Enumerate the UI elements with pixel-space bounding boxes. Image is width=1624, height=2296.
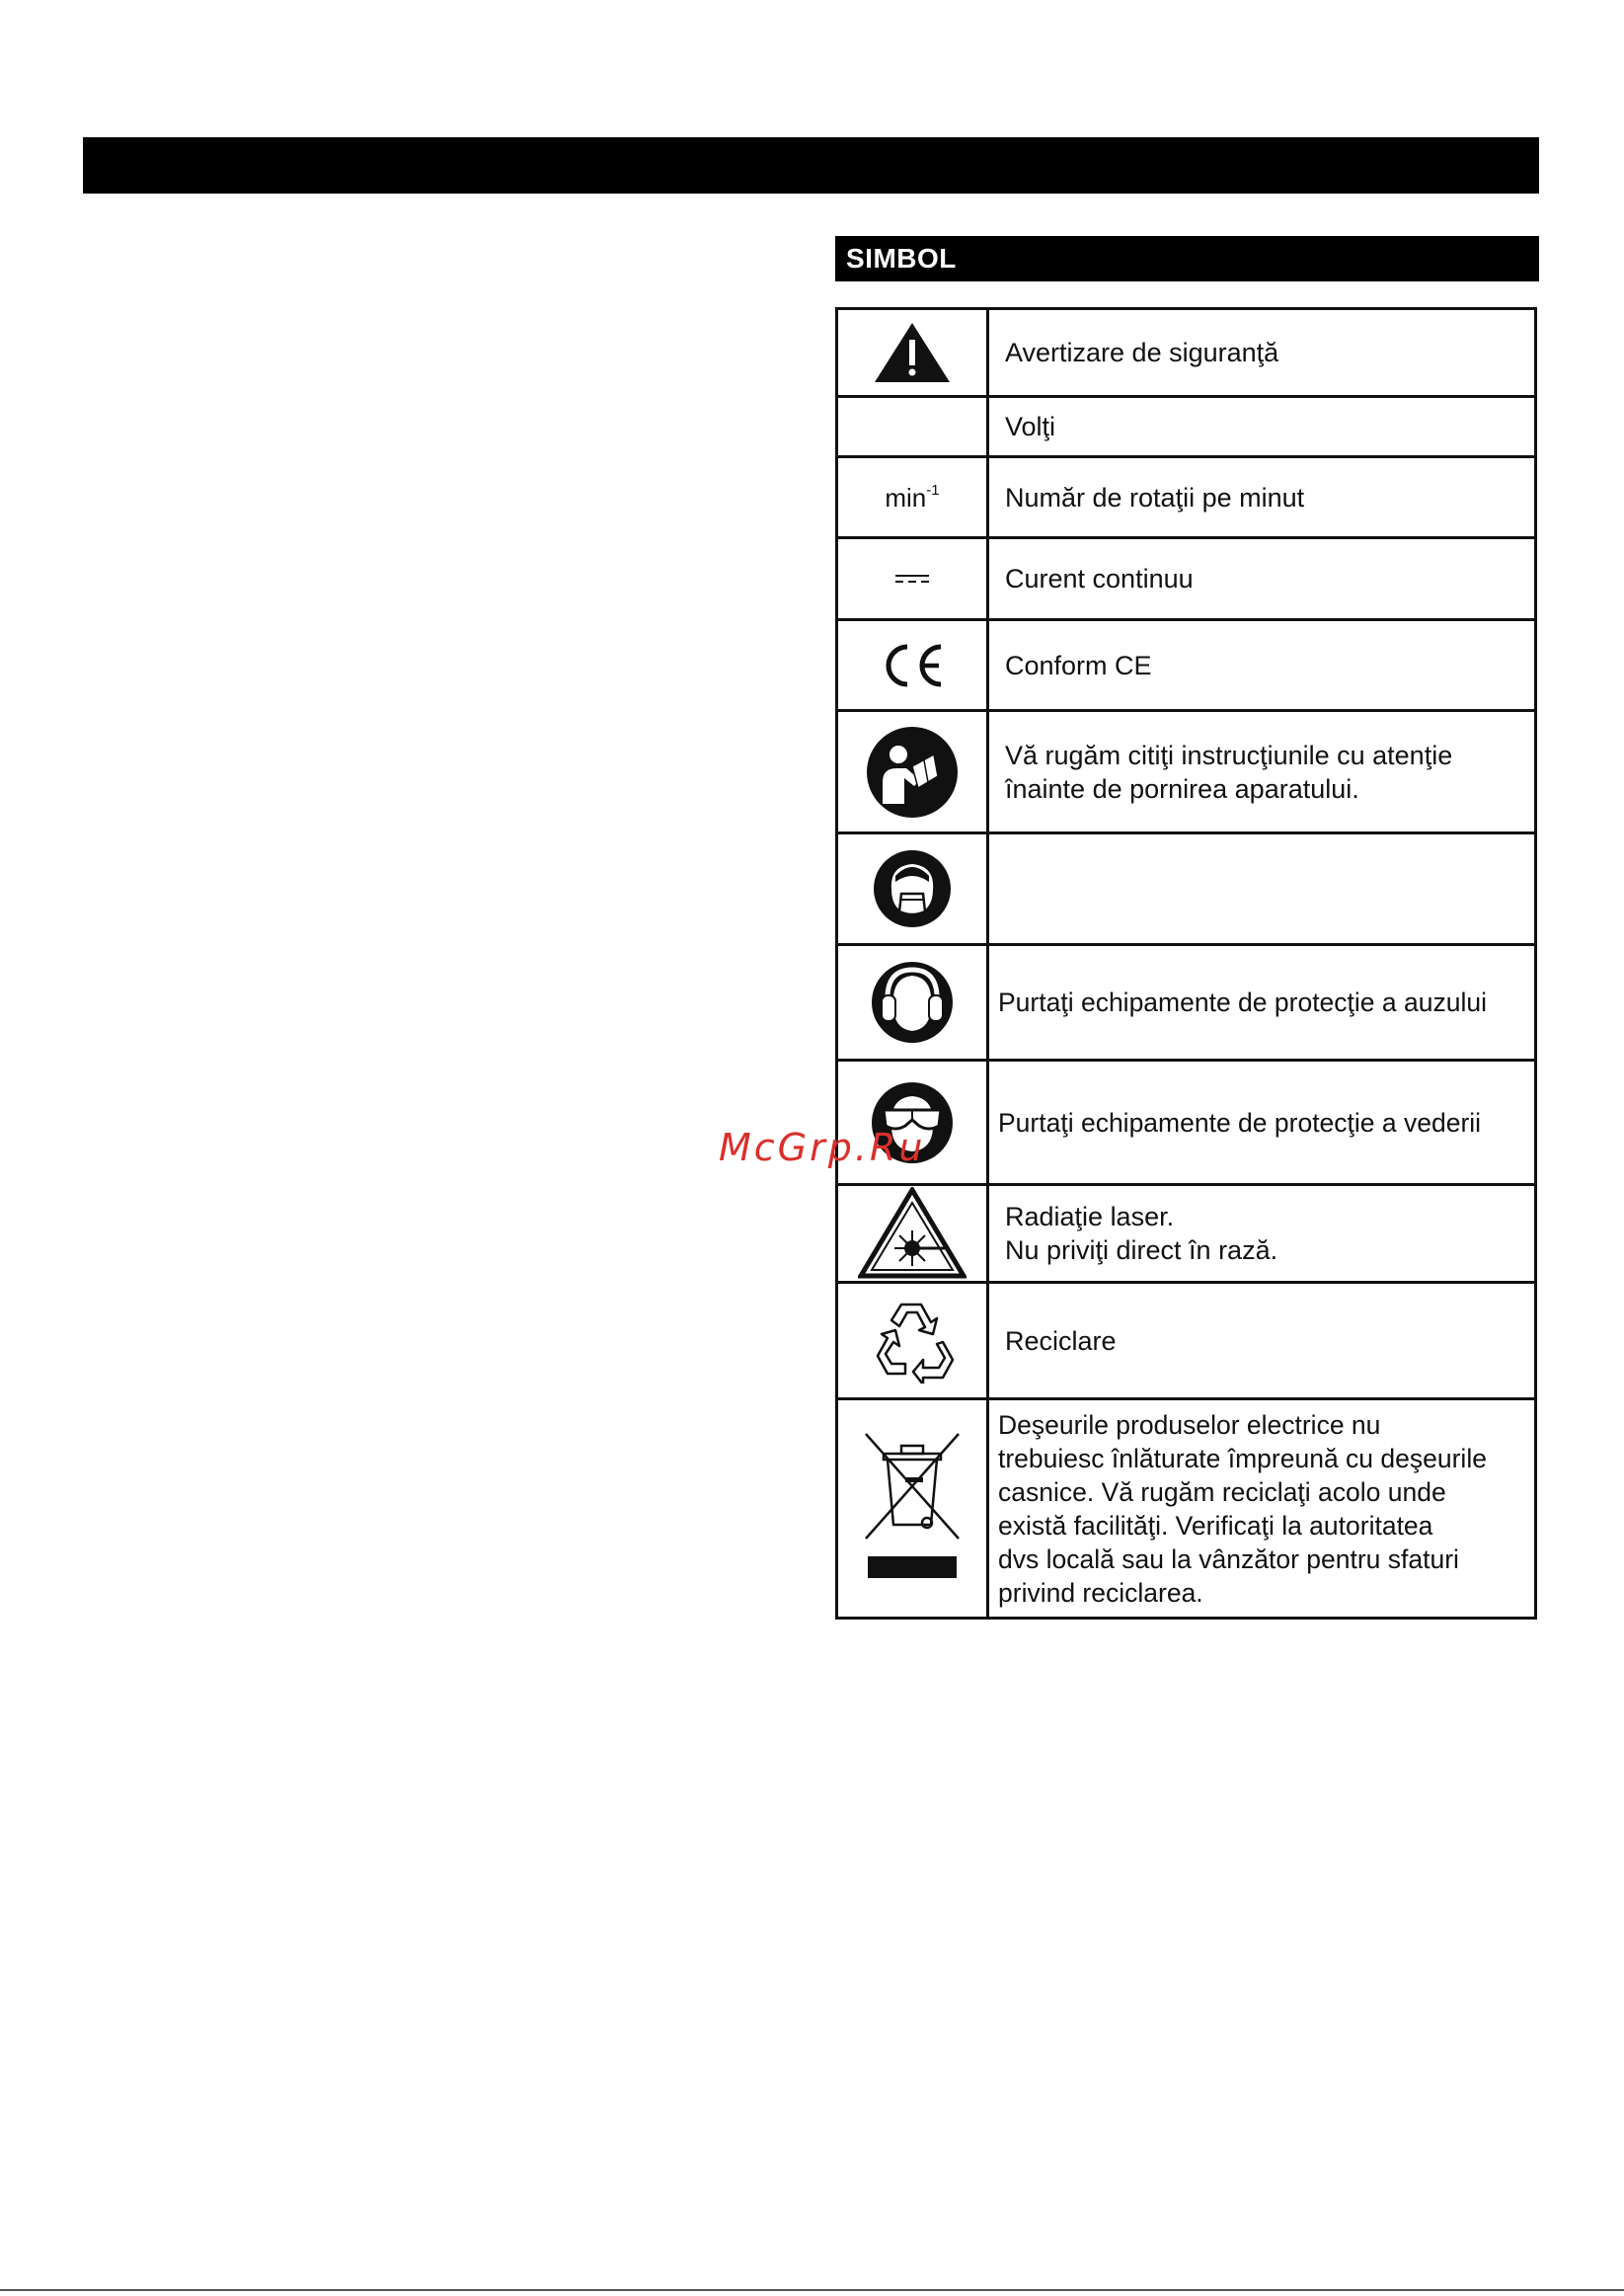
description-cell: Conform CE <box>988 620 1536 711</box>
table-row <box>837 397 1536 457</box>
symbol-cell <box>837 620 988 711</box>
description-line: trebuiesc înlăturate împreună cu deşeurile <box>998 1443 1487 1473</box>
symbol-cell <box>837 1283 988 1399</box>
section-title: SIMBOL <box>835 236 1539 281</box>
description-line: Vă rugăm citiţi instrucţiunile cu atenţie <box>1005 740 1453 770</box>
table-row <box>837 945 1536 1061</box>
symbol-cell <box>837 833 988 945</box>
table-row <box>837 538 1536 620</box>
table-row <box>837 309 1536 397</box>
symbol-cell <box>837 397 988 457</box>
symbol-cell <box>837 1185 988 1283</box>
footer-divider <box>0 2289 1624 2291</box>
description-cell: Volţi <box>988 397 1536 457</box>
laser-warning-icon <box>858 1187 967 1280</box>
weee-bin-icon <box>858 1430 967 1588</box>
description-line: există facilităţi. Verificaţi la autoritatea <box>998 1510 1433 1541</box>
description-cell: Purtaţi echipamente de protecţie a auzului <box>988 945 1536 1061</box>
table-row <box>837 1283 1536 1399</box>
description-cell: Purtaţi echipamente de protecţie a vederii <box>988 1061 1536 1185</box>
warning-triangle-icon <box>873 320 952 385</box>
description-cell: Reciclare <box>988 1283 1536 1399</box>
dust-mask-icon <box>872 848 953 929</box>
description-line: privind reciclarea. <box>998 1577 1203 1608</box>
ear-protection-icon <box>870 960 955 1045</box>
table-row <box>837 457 1536 538</box>
table-row <box>837 1399 1536 1619</box>
description-line: Nu priviţi direct în rază. <box>1005 1235 1278 1265</box>
description-line: dvs locală sau la vânzător pentru sfaturi <box>998 1544 1459 1574</box>
description-line: Deşeurile produselor electrice nu <box>998 1409 1381 1440</box>
table-row <box>837 1185 1536 1283</box>
description-cell: Curent continuu <box>988 538 1536 620</box>
description-cell: Număr de rotaţii pe minut <box>988 457 1536 538</box>
top-header-bar <box>83 137 1539 194</box>
rpm-symbol: $\min^{-1}$ <box>885 481 940 513</box>
description-line: Radiaţie laser. <box>1005 1202 1175 1231</box>
ce-mark-icon <box>878 641 947 690</box>
description-cell <box>988 1185 1536 1283</box>
description-line: casnice. Vă rugăm reciclaţi acolo unde <box>998 1476 1446 1507</box>
symbol-cell <box>837 457 988 538</box>
read-manual-icon <box>865 725 960 820</box>
table-row <box>837 620 1536 711</box>
description-line: înainte de pornirea aparatului. <box>1005 773 1359 804</box>
symbol-cell <box>837 1399 988 1619</box>
symbol-cell <box>837 309 988 397</box>
recycle-icon <box>868 1299 957 1384</box>
description-cell: Avertizare de siguranţă <box>988 309 1536 397</box>
direct-current-icon <box>895 575 929 583</box>
description-cell <box>988 1399 1536 1619</box>
description-cell <box>988 711 1536 833</box>
symbol-cell <box>837 711 988 833</box>
table-row <box>837 833 1536 945</box>
table-row <box>837 1061 1536 1185</box>
symbol-cell <box>837 945 988 1061</box>
watermark-text: McGrp.Ru <box>719 1126 926 1169</box>
symbols-table <box>835 307 1537 1620</box>
description-cell <box>988 833 1536 945</box>
symbol-cell <box>837 538 988 620</box>
table-row <box>837 711 1536 833</box>
